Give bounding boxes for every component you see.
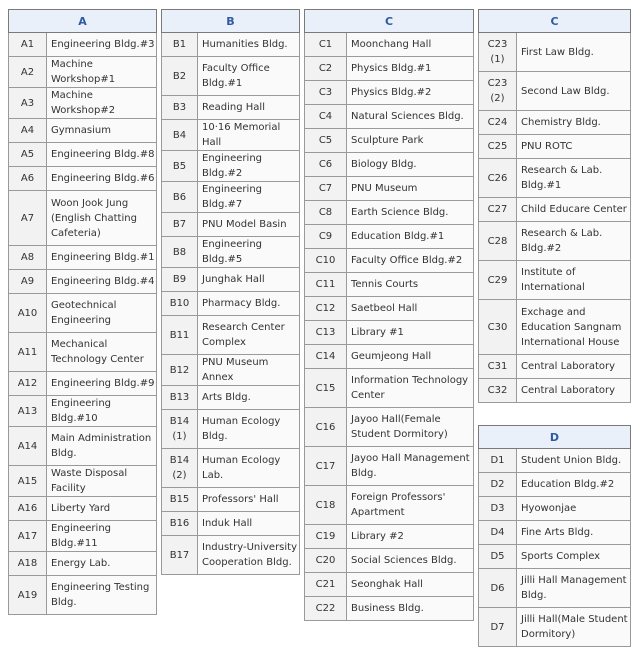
building-name: Faculty Office Bldg.#1	[198, 57, 300, 96]
building-name: Engineering Bldg.#5	[198, 237, 300, 268]
table-row	[479, 198, 631, 222]
building-code: B13	[162, 386, 198, 410]
table-row	[9, 333, 157, 372]
table-row	[479, 159, 631, 198]
building-code: C4	[305, 105, 347, 129]
building-name: Humanities Bldg.	[198, 33, 300, 57]
building-code: C8	[305, 201, 347, 225]
table-zone-c-right	[478, 9, 631, 403]
building-name: Mechanical Technology Center	[47, 333, 157, 372]
building-name: Waste Disposal Facility	[47, 466, 157, 497]
zone-header: A	[9, 10, 157, 33]
building-name: PNU Museum	[347, 177, 474, 201]
building-code: A15	[9, 466, 47, 497]
building-name: Engineering Testing Bldg.	[47, 576, 157, 615]
building-code: C22	[305, 597, 347, 621]
zone-header: C	[479, 10, 631, 33]
building-name: Energy Lab.	[47, 552, 157, 576]
building-code: D6	[479, 569, 517, 608]
building-name: Chemistry Bldg.	[517, 111, 631, 135]
building-code: A10	[9, 294, 47, 333]
building-name: PNU Museum Annex	[198, 355, 300, 386]
building-name: Research & Lab. Bldg.#1	[517, 159, 631, 198]
building-code: A8	[9, 246, 47, 270]
table-row	[479, 72, 631, 111]
building-name: Industry-University Cooperation Bldg.	[198, 536, 300, 575]
building-name: PNU Model Basin	[198, 213, 300, 237]
building-name: Physics Bldg.#1	[347, 57, 474, 81]
building-code: A11	[9, 333, 47, 372]
building-name: Engineering Bldg.#8	[47, 143, 157, 167]
table-row	[479, 545, 631, 569]
building-name: Fine Arts Bldg.	[517, 521, 631, 545]
table-row	[9, 246, 157, 270]
zone-header: B	[162, 10, 300, 33]
table-row	[9, 552, 157, 576]
building-name: Engineering Bldg.#4	[47, 270, 157, 294]
building-name: Engineering Bldg.#11	[47, 521, 157, 552]
building-name: Engineering Bldg.#10	[47, 396, 157, 427]
table-row	[162, 410, 300, 449]
table-row	[479, 261, 631, 300]
building-name: Moonchang Hall	[347, 33, 474, 57]
table-row	[305, 549, 474, 573]
building-code: C2	[305, 57, 347, 81]
building-name: Tennis Courts	[347, 273, 474, 297]
building-name: Faculty Office Bldg.#2	[347, 249, 474, 273]
building-code: C28	[479, 222, 517, 261]
building-name: Gymnasium	[47, 119, 157, 143]
table-row	[479, 608, 631, 647]
building-code: C3	[305, 81, 347, 105]
building-code: A18	[9, 552, 47, 576]
building-name: Jayoo Hall(Female Student Dormitory)	[347, 408, 474, 447]
building-code: D2	[479, 473, 517, 497]
building-code: A1	[9, 33, 47, 57]
building-name: Jilli Hall Management Bldg.	[517, 569, 631, 608]
building-name: Library #2	[347, 525, 474, 549]
building-name: Engineering Bldg.#7	[198, 182, 300, 213]
building-code: A7	[9, 191, 47, 246]
table-row	[479, 355, 631, 379]
building-name: Hyowonjae	[517, 497, 631, 521]
table-row	[162, 512, 300, 536]
building-code: B7	[162, 213, 198, 237]
building-code: C12	[305, 297, 347, 321]
building-name: Engineering Bldg.#1	[47, 246, 157, 270]
building-name: Seonghak Hall	[347, 573, 474, 597]
building-code: A2	[9, 57, 47, 88]
building-code: C6	[305, 153, 347, 177]
building-code: B2	[162, 57, 198, 96]
building-code: B3	[162, 96, 198, 120]
table-zone-d	[478, 425, 631, 647]
building-code: A19	[9, 576, 47, 615]
building-name: Research & Lab. Bldg.#2	[517, 222, 631, 261]
building-name: Central Laboratory	[517, 355, 631, 379]
building-code: B17	[162, 536, 198, 575]
building-code: B16	[162, 512, 198, 536]
building-code: A17	[9, 521, 47, 552]
building-code: C25	[479, 135, 517, 159]
table-row	[305, 345, 474, 369]
building-code: C14	[305, 345, 347, 369]
building-code: C20	[305, 549, 347, 573]
building-name: Machine Workshop#2	[47, 88, 157, 119]
building-code: C7	[305, 177, 347, 201]
table-row	[305, 153, 474, 177]
building-code: A3	[9, 88, 47, 119]
building-code: C23 (1)	[479, 33, 517, 72]
table-row	[479, 111, 631, 135]
table-zone-a	[8, 9, 157, 615]
table-row	[305, 486, 474, 525]
table-row	[162, 386, 300, 410]
building-code: C15	[305, 369, 347, 408]
building-name: Biology Bldg.	[347, 153, 474, 177]
building-name: Woon Jook Jung (English Chatting Cafeteria)	[47, 191, 157, 246]
building-code: C19	[305, 525, 347, 549]
table-row	[162, 213, 300, 237]
building-name: Jayoo Hall Management Bldg.	[347, 447, 474, 486]
table-row	[162, 355, 300, 386]
table-row	[9, 294, 157, 333]
building-code: D7	[479, 608, 517, 647]
building-code: C23 (2)	[479, 72, 517, 111]
table-row	[479, 497, 631, 521]
building-name: Jilli Hall(Male Student Dormitory)	[517, 608, 631, 647]
building-name: Business Bldg.	[347, 597, 474, 621]
building-name: PNU ROTC	[517, 135, 631, 159]
building-code: C18	[305, 486, 347, 525]
table-row	[305, 408, 474, 447]
building-code: B12	[162, 355, 198, 386]
building-code: C26	[479, 159, 517, 198]
building-code: C10	[305, 249, 347, 273]
building-name: Professors' Hall	[198, 488, 300, 512]
table-row	[305, 105, 474, 129]
building-code: C30	[479, 300, 517, 355]
table-row	[305, 177, 474, 201]
table-row	[479, 473, 631, 497]
table-row	[162, 268, 300, 292]
table-row	[305, 573, 474, 597]
table-row	[162, 151, 300, 182]
building-code: B1	[162, 33, 198, 57]
building-name: Sports Complex	[517, 545, 631, 569]
building-code: C21	[305, 573, 347, 597]
building-code: A6	[9, 167, 47, 191]
table-row	[162, 449, 300, 488]
building-code: D4	[479, 521, 517, 545]
table-row	[9, 466, 157, 497]
building-name: Engineering Bldg.#3	[47, 33, 157, 57]
building-code: B4	[162, 120, 198, 151]
table-row	[162, 33, 300, 57]
table-row	[479, 379, 631, 403]
building-code: A12	[9, 372, 47, 396]
building-code: C32	[479, 379, 517, 403]
building-code: C27	[479, 198, 517, 222]
building-name: Saetbeol Hall	[347, 297, 474, 321]
table-row	[162, 120, 300, 151]
zone-header: C	[305, 10, 474, 33]
building-name: Exchage and Education Sangnam International House	[517, 300, 631, 355]
building-name: Earth Science Bldg.	[347, 201, 474, 225]
table-row	[479, 449, 631, 473]
table-row	[162, 536, 300, 575]
building-name: Second Law Bldg.	[517, 72, 631, 111]
building-name: Child Educare Center	[517, 198, 631, 222]
building-code: A4	[9, 119, 47, 143]
table-zone-c-left	[304, 9, 474, 621]
table-row	[9, 396, 157, 427]
building-name: Engineering Bldg.#6	[47, 167, 157, 191]
building-name: Library #1	[347, 321, 474, 345]
table-row	[9, 88, 157, 119]
building-code: C16	[305, 408, 347, 447]
table-row	[305, 57, 474, 81]
building-name: Geotechnical Engineering	[47, 294, 157, 333]
table-row	[9, 372, 157, 396]
building-code: A13	[9, 396, 47, 427]
building-code: B9	[162, 268, 198, 292]
table-row	[9, 33, 157, 57]
building-name: Induk Hall	[198, 512, 300, 536]
table-row	[162, 96, 300, 120]
building-name: Reading Hall	[198, 96, 300, 120]
building-name: 10·16 Memorial Hall	[198, 120, 300, 151]
table-row	[305, 525, 474, 549]
building-code: B10	[162, 292, 198, 316]
building-name: Education Bldg.#2	[517, 473, 631, 497]
building-code: C5	[305, 129, 347, 153]
table-row	[305, 447, 474, 486]
table-row	[162, 57, 300, 96]
building-name: Machine Workshop#1	[47, 57, 157, 88]
table-row	[305, 597, 474, 621]
building-name: Information Technology Center	[347, 369, 474, 408]
building-code: D3	[479, 497, 517, 521]
building-code: A16	[9, 497, 47, 521]
building-code: B14 (1)	[162, 410, 198, 449]
building-code: C1	[305, 33, 347, 57]
building-code: B8	[162, 237, 198, 268]
table-row	[9, 427, 157, 466]
table-zone-b	[161, 9, 300, 575]
table-row	[9, 167, 157, 191]
building-name: Institute of International	[517, 261, 631, 300]
building-code: A9	[9, 270, 47, 294]
building-name: Foreign Professors' Apartment	[347, 486, 474, 525]
building-code: C24	[479, 111, 517, 135]
building-code: C13	[305, 321, 347, 345]
building-name: Geumjeong Hall	[347, 345, 474, 369]
table-row	[162, 182, 300, 213]
table-row	[305, 321, 474, 345]
building-name: Human Ecology Lab.	[198, 449, 300, 488]
table-row	[305, 33, 474, 57]
building-name: Natural Sciences Bldg.	[347, 105, 474, 129]
building-code: C29	[479, 261, 517, 300]
table-row	[305, 81, 474, 105]
table-row	[9, 57, 157, 88]
table-row	[9, 191, 157, 246]
building-code: B14 (2)	[162, 449, 198, 488]
building-code: A14	[9, 427, 47, 466]
table-row	[162, 488, 300, 512]
table-row	[479, 33, 631, 72]
building-name: Arts Bldg.	[198, 386, 300, 410]
table-row	[479, 521, 631, 545]
building-name: Student Union Bldg.	[517, 449, 631, 473]
building-code: D5	[479, 545, 517, 569]
building-name: Engineering Bldg.#9	[47, 372, 157, 396]
building-name: Physics Bldg.#2	[347, 81, 474, 105]
building-name: Sculpture Park	[347, 129, 474, 153]
table-row	[9, 270, 157, 294]
table-row	[305, 201, 474, 225]
table-row	[9, 143, 157, 167]
building-code: A5	[9, 143, 47, 167]
building-name: Liberty Yard	[47, 497, 157, 521]
table-row	[9, 576, 157, 615]
building-name: Education Bldg.#1	[347, 225, 474, 249]
table-row	[305, 225, 474, 249]
table-row	[9, 497, 157, 521]
building-name: Junghak Hall	[198, 268, 300, 292]
building-code: C17	[305, 447, 347, 486]
table-row	[9, 119, 157, 143]
table-row	[479, 569, 631, 608]
building-name: First Law Bldg.	[517, 33, 631, 72]
table-row	[479, 135, 631, 159]
zone-header: D	[479, 426, 631, 449]
table-row	[162, 237, 300, 268]
building-code: C31	[479, 355, 517, 379]
table-row	[162, 316, 300, 355]
building-name: Main Administration Bldg.	[47, 427, 157, 466]
building-code: C11	[305, 273, 347, 297]
table-row	[305, 273, 474, 297]
building-code: B6	[162, 182, 198, 213]
building-name: Engineering Bldg.#2	[198, 151, 300, 182]
building-code: B5	[162, 151, 198, 182]
building-code: C9	[305, 225, 347, 249]
table-row	[305, 369, 474, 408]
table-row	[305, 129, 474, 153]
building-code: D1	[479, 449, 517, 473]
table-row	[305, 297, 474, 321]
building-name: Central Laboratory	[517, 379, 631, 403]
building-code: B11	[162, 316, 198, 355]
table-row	[305, 249, 474, 273]
table-row	[479, 222, 631, 261]
building-name: Human Ecology Bldg.	[198, 410, 300, 449]
building-name: Social Sciences Bldg.	[347, 549, 474, 573]
table-row	[9, 521, 157, 552]
table-row	[479, 300, 631, 355]
building-name: Research Center Complex	[198, 316, 300, 355]
building-name: Pharmacy Bldg.	[198, 292, 300, 316]
table-row	[162, 292, 300, 316]
building-code: B15	[162, 488, 198, 512]
